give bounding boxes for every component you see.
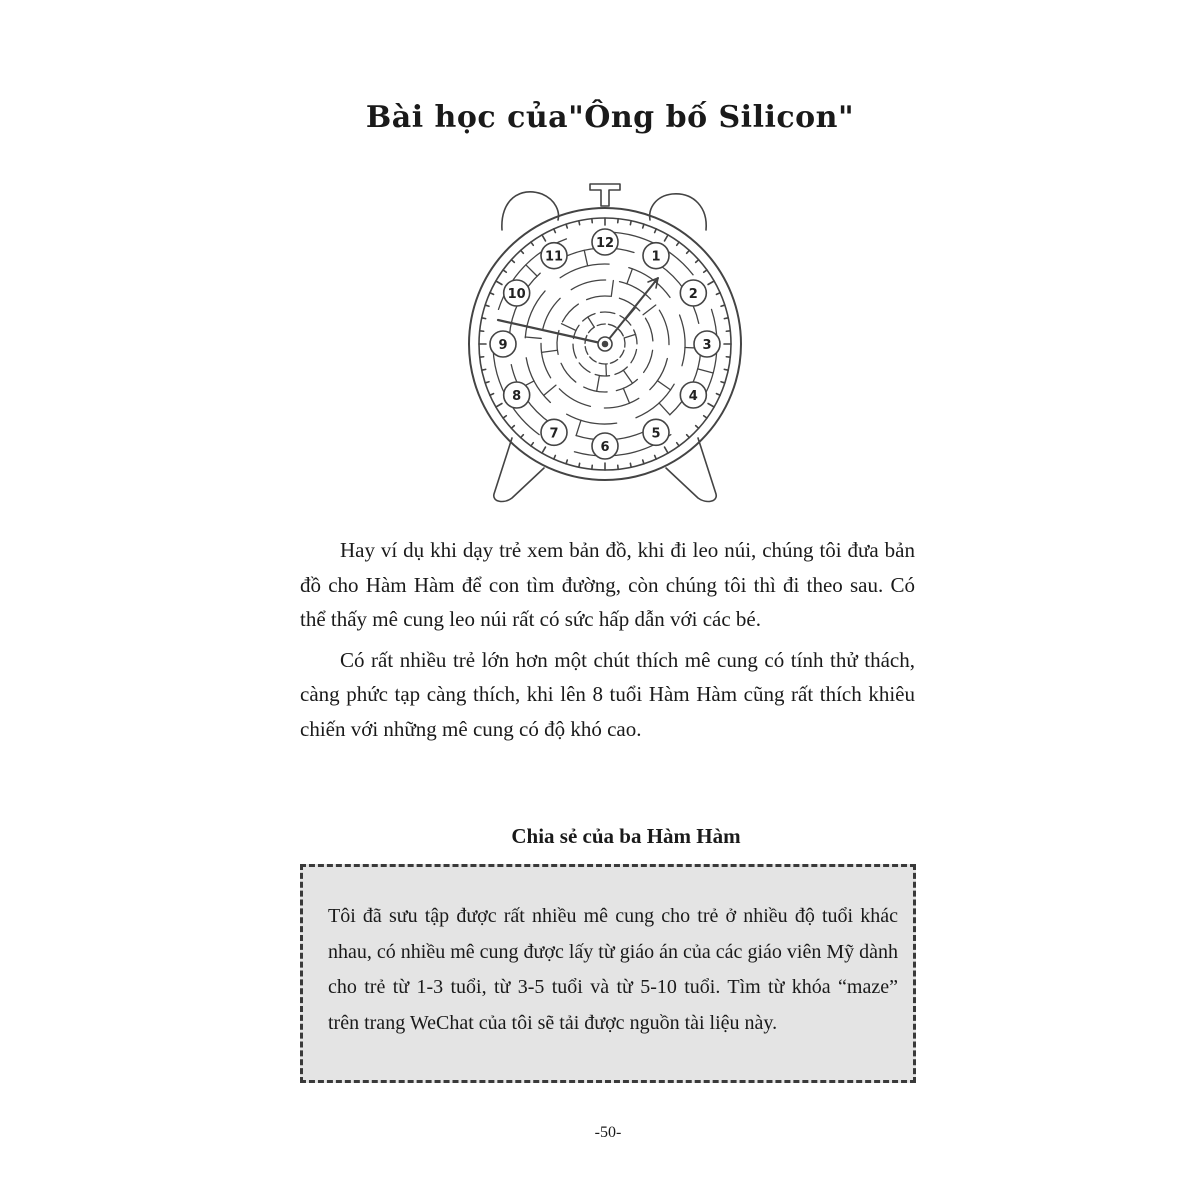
clock-tick: [696, 426, 699, 429]
body-text: [300, 533, 915, 752]
clock-tick: [716, 293, 720, 295]
maze-wall: [541, 343, 551, 377]
maze-wall: [623, 388, 629, 403]
maze-wall: [610, 360, 617, 364]
clock-number: 10: [507, 287, 526, 302]
maze-wall: [600, 312, 614, 314]
maze-wall: [624, 339, 625, 347]
clock-tick: [482, 369, 486, 370]
maze-wall: [611, 281, 613, 297]
clock-tick: [496, 404, 502, 408]
clock-number: 1: [651, 249, 661, 265]
clock-tick: [511, 260, 514, 263]
clock-tick: [482, 318, 486, 319]
clock-tick: [503, 270, 506, 272]
maze-wall: [680, 315, 685, 366]
maze-wall: [587, 296, 611, 300]
clock-tick: [485, 305, 489, 306]
clock-tick: [708, 281, 714, 285]
clock-number: 4: [688, 389, 698, 404]
share-text: Tôi đã sưu tập được rất nhiều mê cung cho trẻ ở nhiều độ tuổi khác nhau, có nhiều mê cung được lấy từ giáo án của các giáo viên Mỹ dành cho trẻ từ 1-3 tuổi, từ 3-5 tuổi và từ 5-10 tuổi. Tìm từ khóa “maze” trên trang WeChat của tôi sẽ tải được nguồn tài liệu này.: [328, 905, 898, 1034]
clock-tick: [566, 224, 567, 228]
maze-wall: [623, 370, 632, 383]
maze-wall: [525, 337, 541, 338]
clock-tick: [630, 463, 631, 467]
maze-wall: [583, 314, 595, 321]
clock-number: 3: [702, 338, 712, 353]
clock-tick: [554, 455, 556, 459]
share-box: [300, 864, 916, 1083]
clock-maze-illustration: [460, 172, 750, 512]
clock-tick: [485, 382, 489, 383]
clock-tick: [490, 394, 494, 396]
clock-tick: [696, 260, 699, 263]
clock-tick: [724, 318, 728, 319]
clock-tick: [655, 229, 657, 233]
maze-wall: [659, 403, 670, 415]
right-bell: [650, 194, 706, 230]
left-bell: [502, 192, 559, 230]
body-paragraph: Hay ví dụ khi dạy trẻ xem bản đồ, khi đi leo núi, chúng tôi đưa bản đồ cho Hàm Hàm để con tìm đường, còn chúng tôi thì đi theo sau. Có thể thấy mê cung leo núi rất có sức hấp dẫn với các bé.: [300, 538, 915, 631]
maze-wall: [562, 304, 578, 322]
maze-wall: [629, 268, 670, 298]
maze-wall: [645, 318, 652, 341]
maze-wall: [597, 324, 605, 326]
maze-wall: [659, 310, 669, 344]
clock-tick: [566, 460, 567, 464]
maze-wall: [643, 305, 656, 315]
clock-tick: [531, 242, 533, 245]
clock-tick: [687, 250, 690, 253]
clock-number: 12: [595, 236, 615, 251]
maze-wall: [584, 250, 587, 266]
maze-wall: [585, 347, 588, 355]
clock-tick: [665, 235, 669, 241]
maze-wall: [542, 350, 558, 352]
clock-tick: [503, 416, 506, 418]
clock-tick: [643, 224, 644, 228]
maze-wall: [627, 269, 632, 284]
clock-tick: [708, 404, 714, 408]
maze-wall: [619, 329, 624, 336]
clock-tick: [721, 382, 725, 383]
maze-wall: [597, 376, 600, 392]
clock-tick: [655, 455, 657, 459]
clock-number: 5: [651, 426, 661, 442]
clock-tick: [724, 369, 728, 370]
share-heading: Chia sẻ của ba Hàm Hàm: [511, 824, 741, 848]
maze-wall: [561, 363, 576, 382]
maze-wall: [576, 420, 581, 435]
clock-number: 8: [512, 389, 522, 404]
clock-tick: [579, 221, 580, 225]
maze-wall: [573, 344, 576, 358]
clock-tick: [630, 221, 631, 225]
clock-tick: [542, 447, 546, 453]
clock-tick: [490, 293, 494, 295]
clock-tick: [716, 394, 720, 396]
maze-wall: [698, 369, 713, 373]
maze-wall: [588, 317, 594, 327]
clock-tick: [665, 447, 669, 453]
maze-wall: [604, 398, 638, 408]
clock-tick: [677, 443, 679, 446]
maze-wall: [561, 324, 576, 331]
clock-tick: [521, 435, 524, 438]
clock-tick: [704, 416, 707, 418]
maze-wall: [624, 334, 635, 338]
clock-tick: [496, 281, 502, 285]
maze-wall: [584, 387, 607, 392]
clock-number: 9: [498, 338, 508, 353]
clock-tick: [643, 460, 644, 464]
body-paragraph: Có rất nhiều trẻ lớn hơn một chút thích mê cung có tính thử thách, càng phức tạp càng thích, khi lên 8 tuổi Hàm Hàm cũng rất thích khiêu chiến với những mê cung có độ khó cao.: [300, 647, 915, 741]
clock-tick: [721, 305, 725, 306]
clock-number: 7: [549, 426, 559, 442]
maze-wall: [620, 350, 624, 357]
maze-wall: [543, 298, 560, 329]
clock-tick: [531, 443, 533, 446]
maze-wall: [616, 379, 637, 390]
clock-tick: [511, 426, 514, 429]
maze-wall: [606, 364, 607, 376]
right-foot: [666, 438, 716, 501]
left-foot: [494, 438, 544, 501]
maze-wall: [544, 385, 556, 395]
maze-wall: [650, 359, 667, 390]
maze-wall: [590, 357, 596, 362]
clock-tick: [542, 235, 546, 241]
maze-wall: [595, 374, 609, 376]
clock-tick: [521, 250, 524, 253]
maze-wall: [620, 282, 651, 299]
clock-tick: [704, 270, 707, 272]
clock-number: 6: [600, 440, 610, 455]
page-number: -50-: [594, 1124, 622, 1141]
maze-wall: [631, 349, 637, 362]
maze-wall: [657, 381, 670, 390]
maze-wall: [589, 327, 595, 333]
maze-wall: [644, 350, 653, 372]
maze-wall: [526, 265, 537, 276]
clock-number: 2: [688, 287, 698, 302]
clock-number: 11: [544, 249, 564, 265]
top-knob: [590, 184, 620, 206]
maze-wall: [608, 324, 616, 327]
maze-wall: [560, 264, 609, 278]
clock-tick: [579, 463, 580, 467]
maze-wall: [579, 363, 590, 372]
maze-wall: [571, 280, 605, 290]
maze-wall: [559, 389, 590, 406]
clock-tick: [554, 229, 556, 233]
maze-wall: [634, 330, 637, 344]
clock-tick: [687, 435, 690, 438]
clock-tick: [677, 242, 679, 245]
page-title: Bài học của"Ông bố Silicon": [365, 100, 855, 135]
maze-wall: [567, 414, 617, 424]
